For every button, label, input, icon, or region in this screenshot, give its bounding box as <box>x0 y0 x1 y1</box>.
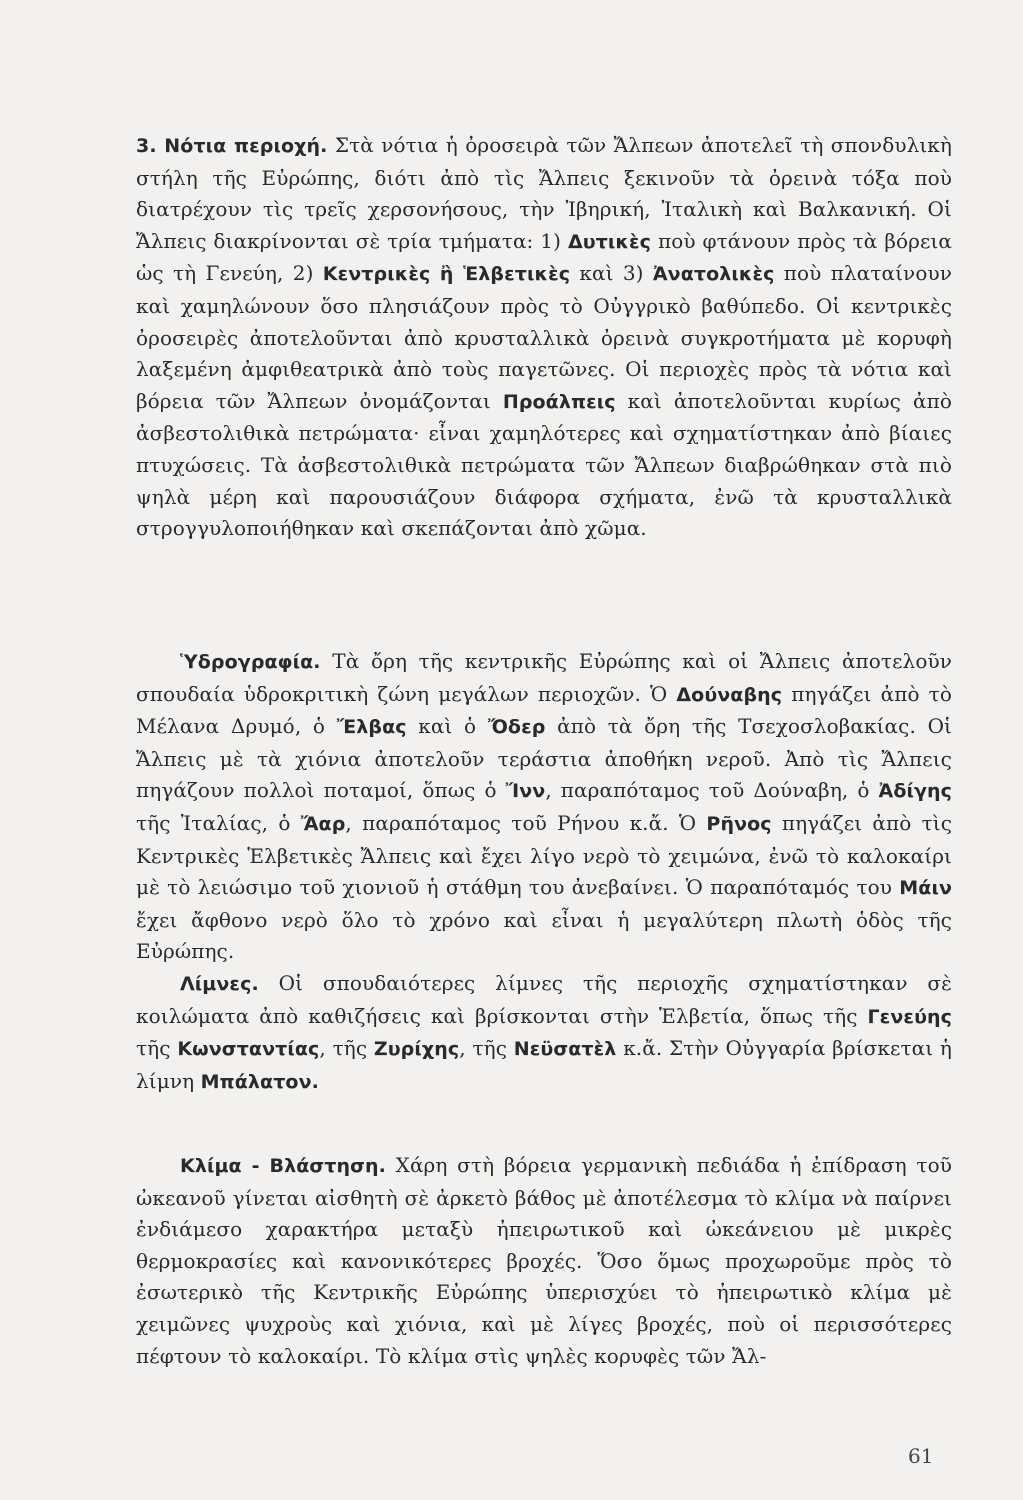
paragraph-text: ποὺ φτάνουν πρὸς τὰ βόρεια ὡς τὴ Γενεύη, 2) <box>136 228 952 286</box>
term-aar: Ἄαρ <box>300 812 346 835</box>
paragraph-text: , παραπόταμος τοῦ Ρήνου κ.ἄ. Ὁ <box>345 810 707 835</box>
paragraph-text: , τῆς <box>319 1036 374 1061</box>
term-lake-geneva: Γενεύης <box>867 1005 952 1028</box>
term-adige: Ἀδίγης <box>878 780 953 803</box>
paragraph-text: καὶ ὁ <box>406 714 488 739</box>
paragraph-text: κ.ἄ. Στὴν Οὐγγαρία βρίσκεται ἡ λίμνη <box>136 1036 953 1093</box>
term-lake-zurich: Ζυρίχης <box>373 1038 460 1061</box>
paragraph-text: ἔχει ἄφθονο νερὸ ὅλο τὸ χρόνο καὶ εἶναι ἡ μεγαλύτερη πλωτὴ ὁδὸς τῆς Εὐρώπης. <box>136 907 952 964</box>
term-rhine: Ρῆνος <box>706 812 772 835</box>
paragraph-text: Στὰ νότια ἡ ὀροσειρὰ τῶν Ἄλπεων ἀποτελεῖ τὴ σπονδυλικὴ στήλη τῆς Εὐρώπης, διότι ἀπὸ τὶς Ἄλπεις ξεκινοῦν τὰ ὀρεινὰ τόξα ποὺ διατρέχουν τὶς τρεῖς χερσονήσους, τὴν Ἰβηρική, Ἰταλικὴ καὶ Βαλκανική. Οἱ Ἄλπεις διακρίνονται σὲ τρία τμήματα: 1) <box>136 133 952 253</box>
term-lake-balaton: Μπάλατον. <box>200 1070 319 1093</box>
section-hydrography-and-lakes <box>136 646 952 1098</box>
paragraph-text: καὶ ἀποτελοῦνται κυρίως ἀπὸ ἀσβεστολιθικὰ πετρώματα· εἶναι χαμηλότερες καὶ σχηματίστηκαν ἀπὸ βίαιες πτυχώσεις. Τὰ ἀσβεστολιθικὰ πετρώματα τῶν Ἄλπεων διαβρώθηκαν στὰ πιὸ ψηλὰ μέρη καὶ παρουσιάζουν διάφορα σχήματα, ἐνῶ τὰ κρυσταλλικὰ στρογγυλοποιήθηκαν καὶ σκεπάζονται ἀπὸ χῶμα. <box>136 388 952 541</box>
page-number: 61 <box>908 1444 934 1468</box>
section-heading-climate: Κλίμα - Βλάστηση. <box>180 1155 386 1177</box>
section-heading-hydrography: Ὑδρογραφία. <box>180 651 321 673</box>
paragraph-text: Χάρη στὴ βόρεια γερμανικὴ πεδιάδα ἡ ἐπίδραση τοῦ ὠκεανοῦ γίνεται αἰσθητὴ σὲ ἀρκετὸ βάθος μὲ ἀποτέλεσμα τὸ κλίμα νὰ παίρνει ἐνδιάμεσο χαρακτήρα μεταξὺ ἠπειρωτικοῦ καὶ ὠκεάνειου μὲ μικρὲς θερμοκρασίες καὶ κανονικότερες βροχές. Ὅσο ὅμως προχωροῦμε πρὸς τὸ ἐσωτερικὸ τῆς Κεντρικῆς Εὐρώπης ὑπερισχύει τὸ ἠπειρωτικὸ κλίμα μὲ χειμῶνες ψυχροὺς καὶ χιόνια, καὶ μὲ λίγες βροχές, ποὺ οἱ περισσότερες πέφτουν τὸ καλοκαίρι. Τὸ κλίμα στὶς ψηλὲς κορυφὲς τῶν Ἄλ- <box>136 1153 952 1368</box>
term-eastern-alps: Ἀνατολικὲς <box>652 263 775 286</box>
term-elbe: Ἔλβας <box>336 716 407 739</box>
term-lake-constance: Κωνσταντίας <box>177 1038 320 1061</box>
section-southern-region <box>136 130 952 545</box>
paragraph-text: Τὰ ὄρη τῆς κεντρικῆς Εὐρώπης καὶ οἱ Ἄλπεις ἀποτελοῦν σπουδαία ὑδροκριτικὴ ζώνη μεγάλων περιοχῶν. Ὁ <box>136 649 952 706</box>
paragraph-text: καὶ 3) <box>570 261 653 286</box>
term-lake-neuchatel: Νεϋσατὲλ <box>513 1038 617 1061</box>
paragraph-text: τῆς Ἰταλίας, ὁ <box>136 810 301 835</box>
term-western-alps: Δυτικὲς <box>567 230 652 253</box>
term-prealps: Προάλπεις <box>502 390 616 413</box>
term-central-alps: Κεντρικὲς ἢ Ἑλβετικὲς <box>322 263 571 286</box>
section-hydrography <box>136 646 952 968</box>
term-oder: Ὄδερ <box>487 716 546 739</box>
paragraph-text: , τῆς <box>459 1036 514 1061</box>
term-danube: Δούναβης <box>676 683 783 706</box>
section-heading-lakes: Λίμνες. <box>180 972 259 995</box>
term-main: Μάιν <box>899 877 952 900</box>
paragraph-text: ἀπὸ τὰ ὄρη τῆς Τσεχοσλοβακίας. Οἱ Ἄλπεις μὲ τὰ χιόνια ἀποτελοῦν τεράστια ἀποθήκη νεροῦ. Ἀπὸ τὶς Ἄλπεις πηγάζουν πολλοὶ ποταμοί, ὅπως ὁ <box>136 714 953 803</box>
section-heading-southern-region: 3. Νότια περιοχή. <box>136 135 328 157</box>
term-inn: Ἴνν <box>505 780 546 803</box>
paragraph-text: Οἱ σπουδαιότερες λίμνες τῆς περιοχῆς σχηματίστηκαν σὲ κοιλώματα ἀπὸ καθιζήσεις καὶ βρίσκονται στὴν Ἑλβετία, ὅπως τῆς <box>136 970 952 1028</box>
paragraph-text: πηγάζει ἀπὸ τὸ Μέλανα Δρυμό, ὁ <box>136 681 952 739</box>
section-climate-vegetation <box>136 1150 952 1372</box>
paragraph-text: τῆς <box>136 1036 178 1061</box>
paragraph-text: ποὺ πλαταίνουν καὶ χαμηλώνουν ὅσο πλησιάζουν πρὸς τὸ Οὐγγρικὸ βαθύπεδο. Οἱ κεντρικὲς ὀροσειρὲς ἀποτελοῦνται ἀπὸ κρυσταλλικὰ ὀρεινὰ συγκροτήματα μὲ κορυφὴ λαξεμένη ἀμφιθεατρικὰ ἀπὸ τοὺς παγετῶνες. Οἱ περιοχὲς πρὸς τὰ νότια καὶ βόρεια τῶν Ἄλπεων ὀνομάζονται <box>136 261 952 413</box>
paragraph-text: πηγάζει ἀπὸ τὶς Κεντρικὲς Ἑλβετικὲς Ἄλπεις καὶ ἔχει λίγο νερὸ τὸ χειμώνα, ἐνῶ τὸ καλοκαίρι μὲ τὸ λειώσιμο τοῦ χιονιοῦ ἡ στάθμη του ἀνεβαίνει. Ὁ παραπόταμός του <box>136 810 952 900</box>
paragraph-text: , παραπόταμος τοῦ Δούναβη, ὁ <box>545 778 879 803</box>
section-lakes <box>136 968 952 1098</box>
